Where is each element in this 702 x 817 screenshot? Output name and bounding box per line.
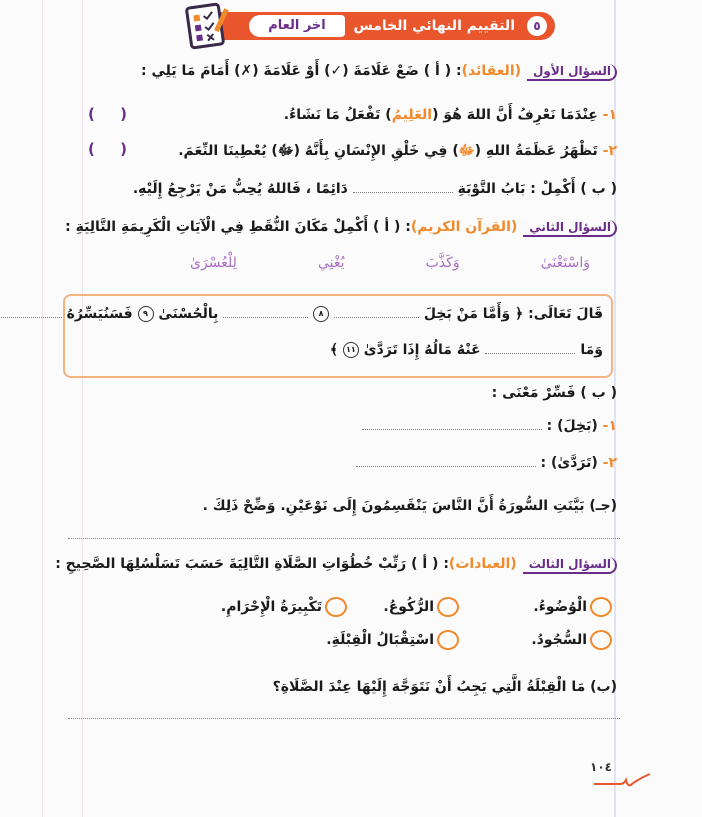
- word-choice: لِلْعُسْرَىٰ: [190, 255, 237, 271]
- word-choice: يُغْنِي: [317, 255, 345, 271]
- verse-text: ﴾: [329, 342, 339, 358]
- q3-part-b: [60, 679, 617, 695]
- item-number: ١-: [602, 418, 617, 434]
- word-bank: [190, 255, 590, 279]
- meaning-word: (تَرَدَّىٰ) :: [540, 455, 598, 471]
- part-b-text: دَائِمًا ، فَاللهُ يُحِبُّ مَنْ يَرْجِعُ إِلَيْهِ.: [132, 181, 353, 197]
- order-option[interactable]: [533, 597, 612, 617]
- meaning-2: [60, 455, 617, 471]
- word-choice: وَاسْتَغْنَىٰ: [540, 255, 590, 271]
- verse-text: وَمَا: [580, 342, 603, 358]
- q2-heading: [60, 219, 617, 237]
- banner-title: التقييم النهائي الخامس: [353, 18, 515, 34]
- q2-instruction: : ( أ ) أَكْمِلْ مَكَانَ النُّقَطِ فِي الْآيَاتِ الْكَرِيمَةِ التَّالِيَةِ :: [65, 219, 411, 235]
- option-text: الْوُضُوءُ.: [533, 599, 587, 615]
- q2-part-c: [60, 498, 617, 514]
- option-text: السُّجُودُ.: [531, 632, 587, 648]
- q1-item-2: [60, 142, 617, 162]
- part-b-label: ( ب ) فَسِّرْ مَعْنَى :: [491, 385, 617, 401]
- answer-line[interactable]: [68, 718, 620, 719]
- q1-heading: [60, 63, 617, 81]
- item-number: ١-: [602, 107, 617, 123]
- part-c-text: (جـ) بَيَّنَتِ السُّورَةُ أَنَّ النَّاسَ يَنْقَسِمُونَ إِلَى نَوْعَيْنِ. وَضِّحْ ذَلِكَ .: [202, 498, 617, 514]
- ayah-number: ١١: [343, 342, 359, 358]
- fill-blank[interactable]: [0, 317, 62, 318]
- page-wave-decoration: [592, 770, 652, 790]
- q1-topic: (العقائد): [461, 63, 522, 79]
- answer-line[interactable]: [68, 538, 620, 539]
- answer-box-1[interactable]: ( ): [88, 105, 137, 123]
- order-option[interactable]: [383, 597, 459, 617]
- item-highlight: ﷻ: [458, 143, 475, 159]
- fill-blank[interactable]: [353, 192, 453, 193]
- order-circle[interactable]: [325, 597, 347, 617]
- order-option[interactable]: [326, 630, 459, 650]
- margin-line: [42, 0, 43, 817]
- banner-subtitle: اخر العام: [268, 18, 326, 33]
- q1-tag: السؤال الأول: [527, 64, 617, 81]
- order-circle[interactable]: [437, 630, 459, 650]
- word-choice: وَكَذَّبَ: [425, 255, 460, 271]
- item-text: تَظْهَرُ عَظَمَةُ اللهِ (: [474, 143, 603, 159]
- q2-tag: السؤال الثاني: [523, 220, 617, 237]
- verse-text: فَسَنُيَسِّرُهُ: [66, 306, 133, 322]
- fill-blank[interactable]: [356, 466, 536, 467]
- fill-blank[interactable]: [223, 317, 308, 318]
- item-number: ٢-: [602, 455, 617, 471]
- part-b-text: بَابُ التَّوْبَةِ: [452, 181, 531, 197]
- ayah-number: ٨: [313, 306, 329, 322]
- page-number: ١٠٤: [590, 760, 612, 774]
- item-text: عِنْدَمَا نَعْرِفُ أَنَّ اللهَ هُوَ (: [432, 107, 603, 123]
- option-text: تَكْبِيرَةُ الْإِحْرَامِ.: [220, 599, 322, 615]
- item-text: ) فِي خَلْقِ الإِنْسَانِ بِأَنَّهُ (ﷻ) يُعْطِينَا النِّعَمَ.: [178, 143, 459, 159]
- meaning-word: (بَخِلَ) :: [546, 418, 598, 434]
- header-banner: [185, 8, 555, 44]
- option-text: اسْتِقْبَالُ الْقِبْلَةِ.: [326, 632, 434, 648]
- q1-instruction: : ( أ ) ضَعْ عَلَامَةَ (✓) أَوْ عَلَامَةَ (✗) أَمَامَ مَا يَلِي :: [141, 63, 462, 79]
- item-number: ٢-: [602, 143, 617, 159]
- part-b-text: (ب) مَا الْقِبْلَةُ الَّتِي يَجِبُ أَنْ نَتَوَجَّهَ إِلَيْهَا عِنْدَ الصَّلَاةِ؟: [272, 679, 617, 695]
- option-text: الرُّكُوعُ.: [383, 599, 434, 615]
- q2-part-b: [60, 385, 617, 401]
- part-b-label: ( ب ) أَكْمِلْ :: [530, 181, 617, 197]
- order-circle[interactable]: [590, 630, 612, 650]
- clipboard-checklist-icon: [185, 2, 229, 50]
- q3-topic: (العبادات): [448, 556, 517, 572]
- order-option[interactable]: [221, 597, 347, 617]
- q1-item-1: [60, 107, 617, 123]
- item-highlight: العَلِيمُ: [391, 107, 433, 123]
- answer-box-2[interactable]: ( ): [88, 140, 137, 158]
- fill-blank[interactable]: [485, 353, 575, 354]
- verse-text: بِالْحُسْنَىٰ: [158, 306, 219, 322]
- verse-text: قَالَ تَعَالَى: ﴿ وَأَمَّا مَنْ بَخِلَ: [423, 306, 603, 322]
- item-text: ) تَفْعَلُ مَا نَشَاءُ.: [283, 107, 392, 123]
- meaning-1: [60, 418, 617, 434]
- verse-text: عَنْهُ مَالُهُ إِذَا تَرَدَّىٰ: [363, 342, 481, 358]
- fill-blank[interactable]: [334, 317, 419, 318]
- order-circle[interactable]: [590, 597, 612, 617]
- quran-verse-box: [63, 294, 613, 378]
- q3-tag: السؤال الثالث: [523, 557, 617, 574]
- banner-number: ٥: [527, 16, 547, 36]
- q3-instruction: : ( أ ) رَتِّبْ خُطُوَاتِ الصَّلَاةِ التَّالِيَةَ حَسَبَ تَسَلْسُلِهَا الصَّحِيحِ :: [55, 556, 449, 572]
- q3-heading: [55, 556, 617, 574]
- fill-blank[interactable]: [362, 429, 542, 430]
- q2-topic: (القرآن الكريم): [410, 219, 518, 235]
- order-option[interactable]: [531, 630, 612, 650]
- verse-line-2: [330, 342, 603, 358]
- ayah-number: ٩: [138, 306, 154, 322]
- verse-line-1: [0, 306, 603, 322]
- order-circle[interactable]: [437, 597, 459, 617]
- q1-part-b: [60, 181, 617, 197]
